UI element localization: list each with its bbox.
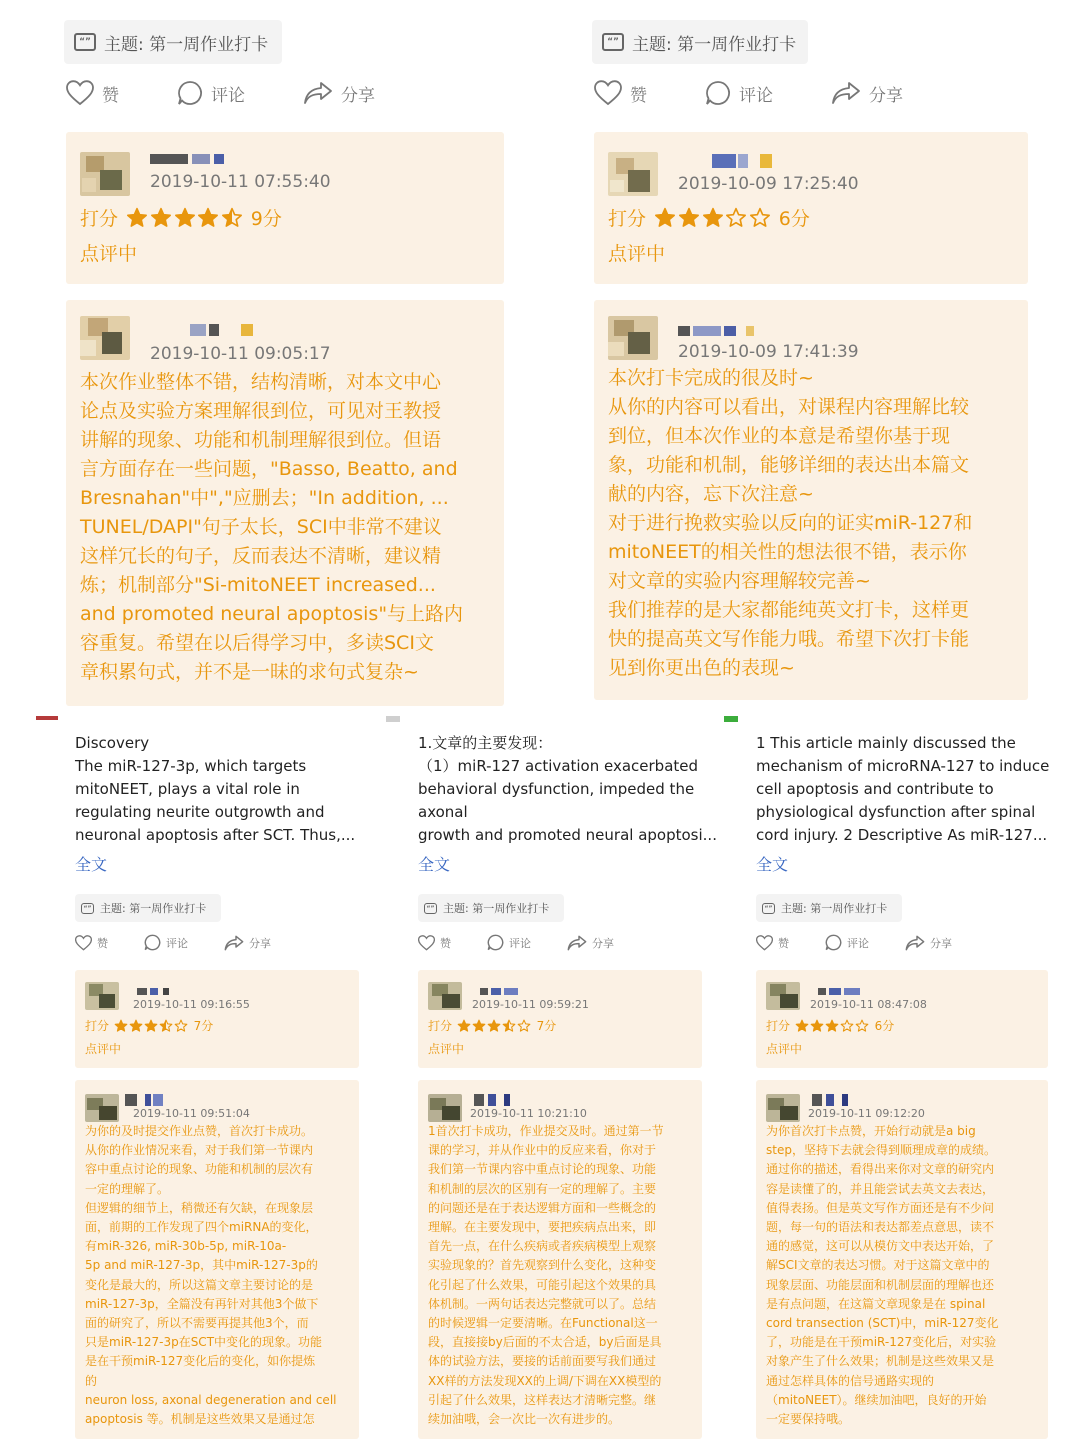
comment-line: 面的研究了，所以不需要再提其他3个，而	[85, 1316, 309, 1331]
comment-line: 我们推荐的是大家都能纯英文打卡，这样更	[608, 599, 970, 621]
divider-mark	[36, 716, 58, 720]
comment-line: 实验现象的？首先观察到什么变化，这种变	[428, 1258, 657, 1273]
username-pixelated	[812, 1094, 925, 1106]
comment-line: and promoted neural apoptosis"与上路内	[80, 603, 464, 625]
star-filled-icon	[457, 1019, 471, 1033]
avatar	[608, 152, 658, 196]
comment-line: 这样冗长的句子，反而表达不清晰，建议精	[80, 545, 442, 567]
like-label: 赞	[97, 936, 108, 950]
comment-line: 一定要保持哦。	[766, 1412, 851, 1427]
article-line: （1）miR-127 activation exacerbated	[418, 757, 699, 775]
review-comment	[418, 1122, 702, 1429]
topic-chip[interactable]	[418, 894, 564, 922]
star-filled-icon	[487, 1019, 501, 1033]
username-pixelated	[190, 324, 331, 336]
comment-line: 对文章的实验内容理解较完善~	[608, 570, 871, 592]
action-row	[756, 934, 952, 951]
share-icon	[831, 81, 861, 105]
review-card-score	[66, 132, 504, 284]
score-label: 打分	[608, 208, 647, 230]
article-summary	[756, 732, 1049, 847]
comment-line: 面，前期的工作发现了四个miRNA的变化，	[85, 1220, 318, 1235]
comment-line: Bresnahan"中","应删去；"In addition, ...	[80, 487, 449, 509]
comment-label: 评论	[739, 85, 773, 106]
article-line: 1.文章的主要发现：	[418, 734, 553, 752]
like-label: 赞	[778, 936, 789, 950]
comment-line: 是在干预miR-127变化后的变化，如你提炼	[85, 1354, 316, 1369]
heart-icon	[75, 935, 92, 951]
article-line: axonal	[418, 803, 468, 821]
score-label: 打分	[80, 208, 119, 230]
share-icon	[567, 935, 587, 951]
comment-label: 评论	[509, 936, 531, 950]
share-button[interactable]	[831, 81, 903, 106]
comment-line: 通过你的描述，看得出来你对文章的研究内	[766, 1162, 995, 1177]
username-pixelated	[150, 154, 331, 164]
score-value: 7分	[193, 1019, 214, 1033]
article-line: 1 This article mainly discussed the	[756, 734, 1016, 752]
comment-line: 是有点问题，在这篇文章现象是在 spinal	[766, 1296, 986, 1311]
comment-line: 通过怎样具体的信号通路实现的	[766, 1373, 935, 1388]
star-rating	[126, 207, 245, 229]
like-label: 赞	[440, 936, 451, 950]
comment-line: 为你首次打卡点赞，开始行动就是a big	[766, 1124, 976, 1138]
share-button[interactable]	[905, 935, 952, 951]
topic-chip[interactable]	[756, 894, 902, 922]
share-button[interactable]	[567, 935, 614, 951]
article-line: The miR-127-3p, which targets	[75, 757, 307, 775]
like-button[interactable]	[756, 935, 789, 951]
avatar	[608, 316, 658, 360]
full-text-link[interactable]: 全文	[418, 855, 451, 874]
comment-line: 本次打卡完成的很及时~	[608, 367, 814, 389]
topic-label: 主题: 第一周作业打卡	[632, 34, 797, 55]
heart-icon	[66, 80, 94, 106]
comment-line: 首先一点，在什么疾病或者疾病模型上观察	[428, 1239, 657, 1254]
article-line: regulating neurite outgrowth and	[75, 803, 325, 821]
comment-line: 言方面存在一些问题，"Basso, Beatto, and	[80, 458, 458, 480]
star-empty-icon	[725, 207, 747, 229]
comment-line: 变化是最大的，所以这篇文章主要讨论的是	[85, 1277, 314, 1292]
share-button[interactable]	[303, 81, 375, 106]
post-column-1	[0, 724, 366, 1439]
review-status: 点评中	[80, 243, 138, 265]
review-comment	[75, 1122, 359, 1429]
review-time: 2019-10-11 10:21:10	[470, 1107, 587, 1120]
star-filled-icon	[825, 1019, 839, 1033]
review-time: 2019-10-11 09:59:21	[472, 998, 589, 1011]
share-icon	[905, 935, 925, 951]
heart-icon	[418, 935, 435, 951]
comment-line: 段，直接接by后面的不太合适，by后面是具	[428, 1335, 662, 1350]
comment-label: 评论	[847, 936, 869, 950]
comment-button[interactable]	[487, 934, 531, 951]
star-filled-icon	[795, 1019, 809, 1033]
comment-line: 课的学习，并从作业中的反应来看，你对于	[428, 1143, 657, 1158]
like-label: 赞	[102, 85, 119, 106]
topic-label: 主题: 第一周作业打卡	[100, 902, 207, 915]
post-column-2	[360, 724, 717, 1439]
star-filled-icon	[129, 1019, 143, 1033]
score-value: 6分	[778, 208, 810, 230]
article-line: Discovery	[75, 734, 150, 752]
action-row	[75, 934, 271, 951]
comment-icon	[177, 80, 203, 106]
comment-line: 只是miR-127-3p在SCT中变化的现象。功能	[85, 1335, 323, 1350]
review-card-comment	[756, 1080, 1048, 1439]
comment-line: 容是读懂了的，并且能尝试去英文去表达，	[766, 1181, 995, 1196]
star-filled-icon	[810, 1019, 824, 1033]
comment-line: 献的内容，忘下次注意~	[608, 483, 814, 505]
star-half-icon	[159, 1019, 173, 1033]
review-time: 2019-10-11 08:47:08	[810, 998, 927, 1011]
star-empty-icon	[855, 1019, 869, 1033]
comment-line: 化引起了什么效果，可能引起这个效果的具	[428, 1277, 657, 1292]
comment-line: 的时候逻辑一定要清晰。在Functional这一	[428, 1316, 658, 1331]
comment-line: 和机制的层次的区别有一定的理解了。主要	[428, 1181, 657, 1196]
comment-line: apoptosis 等。机制是这些效果又是通过怎	[85, 1412, 315, 1427]
star-rating	[457, 1019, 533, 1033]
review-time: 2019-10-09 17:25:40	[678, 174, 859, 194]
review-comment	[66, 364, 504, 687]
comment-line: 解SCI文章的表达习惯。对于这篇文章中的	[766, 1258, 990, 1273]
article-line: mitoNEET, plays a vital role in	[75, 780, 300, 798]
share-label: 分享	[930, 936, 952, 950]
comment-line: 了，功能是在干预miR-127变化后，对实验	[766, 1335, 997, 1350]
topic-chip-top-left[interactable]	[64, 20, 282, 64]
share-label: 分享	[869, 85, 903, 106]
action-row-top-left	[66, 80, 375, 106]
username-pixelated	[818, 988, 927, 995]
like-button[interactable]	[418, 935, 451, 951]
like-button[interactable]	[66, 80, 119, 106]
share-label: 分享	[249, 936, 271, 950]
article-line: mechanism of microRNA-127 to induce	[756, 757, 1050, 775]
article-line: neuronal apoptosis after SCT. Thus,...	[75, 826, 356, 844]
review-status: 点评中	[428, 1042, 465, 1056]
comment-label: 评论	[211, 85, 245, 106]
comment-line: TUNEL/DAPI"句子太长，SCI中非常不建议	[80, 516, 442, 538]
comment-button[interactable]	[177, 80, 245, 106]
avatar	[766, 1094, 800, 1122]
comment-line: neuron loss, axonal degeneration and cell	[85, 1392, 337, 1407]
comment-line: 通的感觉，这可以从模仿文中表达开始，了	[766, 1239, 995, 1254]
avatar	[80, 316, 130, 360]
review-comment	[756, 1122, 1048, 1429]
share-label: 分享	[341, 85, 375, 106]
comment-line: 讲解的现象、功能和机制理解很到位。但语	[80, 429, 442, 451]
review-card-score	[75, 970, 359, 1068]
full-text-link[interactable]: 全文	[75, 855, 108, 874]
star-filled-icon	[150, 207, 172, 229]
comment-line: 5p and miR-127-3p，其中miR-127-3p的	[85, 1258, 318, 1273]
review-status: 点评中	[766, 1042, 803, 1056]
article-summary	[75, 732, 355, 847]
star-filled-icon	[174, 207, 196, 229]
avatar	[80, 152, 130, 196]
comment-line: 见到你更出色的表现~	[608, 657, 795, 679]
article-line: cell apoptosis and contribute to	[756, 780, 994, 798]
comment-line: 值得表扬。但是英文写作方面还是有不少问	[766, 1200, 995, 1215]
comment-line: 我们第一节课内容中重点讨论的现象、功能	[428, 1162, 657, 1177]
comment-line: 体机制。一两句话表达完整就可以了。总结	[428, 1296, 657, 1311]
star-filled-icon	[654, 207, 676, 229]
score-label: 打分	[766, 1019, 791, 1033]
comment-line: step，坚持下去就会得到顺理成章的成绩。	[766, 1143, 996, 1158]
username-pixelated	[678, 326, 859, 336]
comment-line: 现象层面、功能层面和机制层面的理解也还	[766, 1277, 995, 1292]
comment-line: 从你的内容可以看出，对课程内容理解比较	[608, 396, 970, 418]
star-filled-icon	[197, 207, 219, 229]
comment-line: 章积累句式，并不是一昧的求句式复杂~	[80, 661, 419, 683]
share-icon	[224, 935, 244, 951]
star-empty-icon	[840, 1019, 854, 1033]
divider-mark	[724, 716, 738, 722]
share-label: 分享	[592, 936, 614, 950]
divider-mark	[386, 716, 400, 722]
review-status: 点评中	[85, 1042, 122, 1056]
avatar	[85, 1094, 119, 1122]
like-button[interactable]	[594, 80, 647, 106]
username-pixelated	[137, 988, 250, 995]
review-time: 2019-10-11 09:12:20	[808, 1107, 925, 1120]
comment-line: （mitoNEET）。继续加油吧，良好的开始	[766, 1392, 987, 1407]
like-label: 赞	[630, 85, 647, 106]
comment-line: 容重复。希望在以后得学习中，多读SCI文	[80, 632, 434, 654]
comment-line: 容中重点讨论的现象、功能和机制的层次有	[85, 1162, 314, 1177]
topic-icon: “”	[74, 33, 96, 51]
share-button[interactable]	[224, 935, 271, 951]
comment-line: 理解。在主要发现中，要把疾病点出来，即	[428, 1220, 657, 1235]
username-pixelated	[712, 154, 859, 168]
username-pixelated	[125, 1094, 250, 1106]
comment-line: 到位，但本次作业的本意是希望你基于现	[608, 425, 951, 447]
avatar	[428, 1094, 462, 1122]
score-label: 打分	[85, 1019, 110, 1033]
comment-icon	[705, 80, 731, 106]
comment-line: 但逻辑的细节上，稍微还有欠缺，在现象层	[85, 1200, 314, 1215]
article-line: physiological dysfunction after spinal	[756, 803, 1036, 821]
comment-line: 对于进行挽救实验以反向的证实miR-127和	[608, 512, 973, 534]
review-card-comment	[594, 300, 1028, 700]
star-empty-icon	[749, 207, 771, 229]
topic-chip[interactable]	[75, 894, 221, 922]
comment-line: 一定的理解了。	[85, 1181, 170, 1196]
star-filled-icon	[702, 207, 724, 229]
review-time: 2019-10-11 09:05:17	[150, 344, 331, 364]
comment-line: 论点及实验方案理解很到位，可见对王教授	[80, 400, 442, 422]
score-label: 打分	[428, 1019, 453, 1033]
comment-button[interactable]	[705, 80, 773, 106]
full-text-link[interactable]: 全文	[756, 855, 789, 874]
share-icon	[303, 81, 333, 105]
comment-line: miR-127-3p，全篇没有再针对其他3个做下	[85, 1296, 319, 1311]
comment-line: 引起了什么效果，这样表达才清晰完整。继	[428, 1392, 657, 1407]
comment-icon	[825, 934, 842, 951]
comment-icon	[487, 934, 504, 951]
review-time: 2019-10-11 09:51:04	[133, 1107, 250, 1120]
review-card-comment	[66, 300, 504, 706]
topic-chip-top-right[interactable]	[592, 20, 808, 64]
comment-line: 炼；机制部分"Si-mitoNEET increased...	[80, 574, 436, 596]
action-row-top-right	[594, 80, 903, 106]
review-card-comment	[418, 1080, 702, 1439]
review-card-score	[418, 970, 702, 1068]
like-button[interactable]	[75, 935, 108, 951]
star-empty-icon	[517, 1019, 531, 1033]
post-column-3	[700, 724, 1080, 1439]
topic-icon: “”	[762, 903, 775, 914]
star-filled-icon	[678, 207, 700, 229]
avatar	[766, 982, 800, 1010]
comment-line: 1首次打卡成功，作业提交及时。通过第一节	[428, 1124, 664, 1138]
comment-line: 的	[85, 1373, 98, 1388]
comment-line: XX样的方法发现XX的上调/下调在XX模型的	[428, 1373, 662, 1388]
score-value: 7分	[536, 1019, 557, 1033]
article-line: behavioral dysfunction, impeded the	[418, 780, 695, 798]
action-row	[418, 934, 614, 951]
score-value: 6分	[874, 1019, 895, 1033]
review-comment	[594, 362, 1028, 683]
star-empty-icon	[174, 1019, 188, 1033]
comment-line: 本次作业整体不错，结构清晰，对本文中心	[80, 371, 442, 393]
review-card-comment	[75, 1080, 359, 1439]
star-filled-icon	[144, 1019, 158, 1033]
star-filled-icon	[114, 1019, 128, 1033]
star-filled-icon	[126, 207, 148, 229]
avatar	[428, 982, 462, 1010]
comment-line: cord transection (SCT)中，miR-127变化	[766, 1316, 999, 1331]
comment-button[interactable]	[144, 934, 188, 951]
review-card-score	[756, 970, 1048, 1068]
star-half-icon	[221, 207, 243, 229]
article-line: cord injury. 2 Descriptive As miR-127...	[756, 826, 1048, 844]
comment-line: 续加油哦，会一次比一次有进步的。	[428, 1412, 621, 1427]
article-summary	[418, 732, 717, 847]
comment-line: 题，每一句的语法和表达都差点意思，读不	[766, 1220, 995, 1235]
comment-line: mitoNEET的相关性的想法很不错，表示你	[608, 541, 967, 563]
comment-line: 为你的及时提交作业点赞，首次打卡成功。	[85, 1124, 314, 1138]
comment-line: 象，功能和机制，能够详细的表达出本篇文	[608, 454, 970, 476]
review-time: 2019-10-09 17:41:39	[678, 342, 859, 362]
article-line: growth and promoted neural apoptosi...	[418, 826, 717, 844]
topic-label: 主题: 第一周作业打卡	[443, 902, 550, 915]
comment-line: 对象产生了什么效果；机制是这些效果又是	[766, 1354, 995, 1369]
avatar	[85, 982, 119, 1010]
heart-icon	[594, 80, 622, 106]
comment-line: 有miR-326, miR-30b-5p, miR-10a-	[85, 1239, 287, 1254]
star-filled-icon	[472, 1019, 486, 1033]
review-time: 2019-10-11 07:55:40	[150, 172, 331, 192]
heart-icon	[756, 935, 773, 951]
comment-label: 评论	[166, 936, 188, 950]
comment-line: 体的试验方法，要接的话前面要写我们通过	[428, 1354, 657, 1369]
review-status: 点评中	[608, 243, 666, 265]
username-pixelated	[474, 1094, 587, 1106]
star-rating	[114, 1019, 190, 1033]
comment-line: 从你的作业情况来看，对于我们第一节课内	[85, 1143, 314, 1158]
star-rating	[795, 1019, 871, 1033]
topic-icon: “”	[424, 903, 437, 914]
star-rating	[654, 207, 773, 229]
topic-icon: “”	[81, 903, 94, 914]
topic-label: 主题: 第一周作业打卡	[781, 902, 888, 915]
topic-label: 主题: 第一周作业打卡	[104, 34, 269, 55]
comment-button[interactable]	[825, 934, 869, 951]
score-value: 9分	[250, 208, 282, 230]
comment-line: 的问题还是在于表达逻辑方面和一些概念的	[428, 1200, 657, 1215]
username-pixelated	[480, 988, 589, 995]
topic-icon: “”	[602, 33, 624, 51]
star-half-icon	[502, 1019, 516, 1033]
review-time: 2019-10-11 09:16:55	[133, 998, 250, 1011]
review-card-score	[594, 132, 1028, 284]
comment-icon	[144, 934, 161, 951]
comment-line: 快的提高英文写作能力哦。希望下次打卡能	[608, 628, 970, 650]
